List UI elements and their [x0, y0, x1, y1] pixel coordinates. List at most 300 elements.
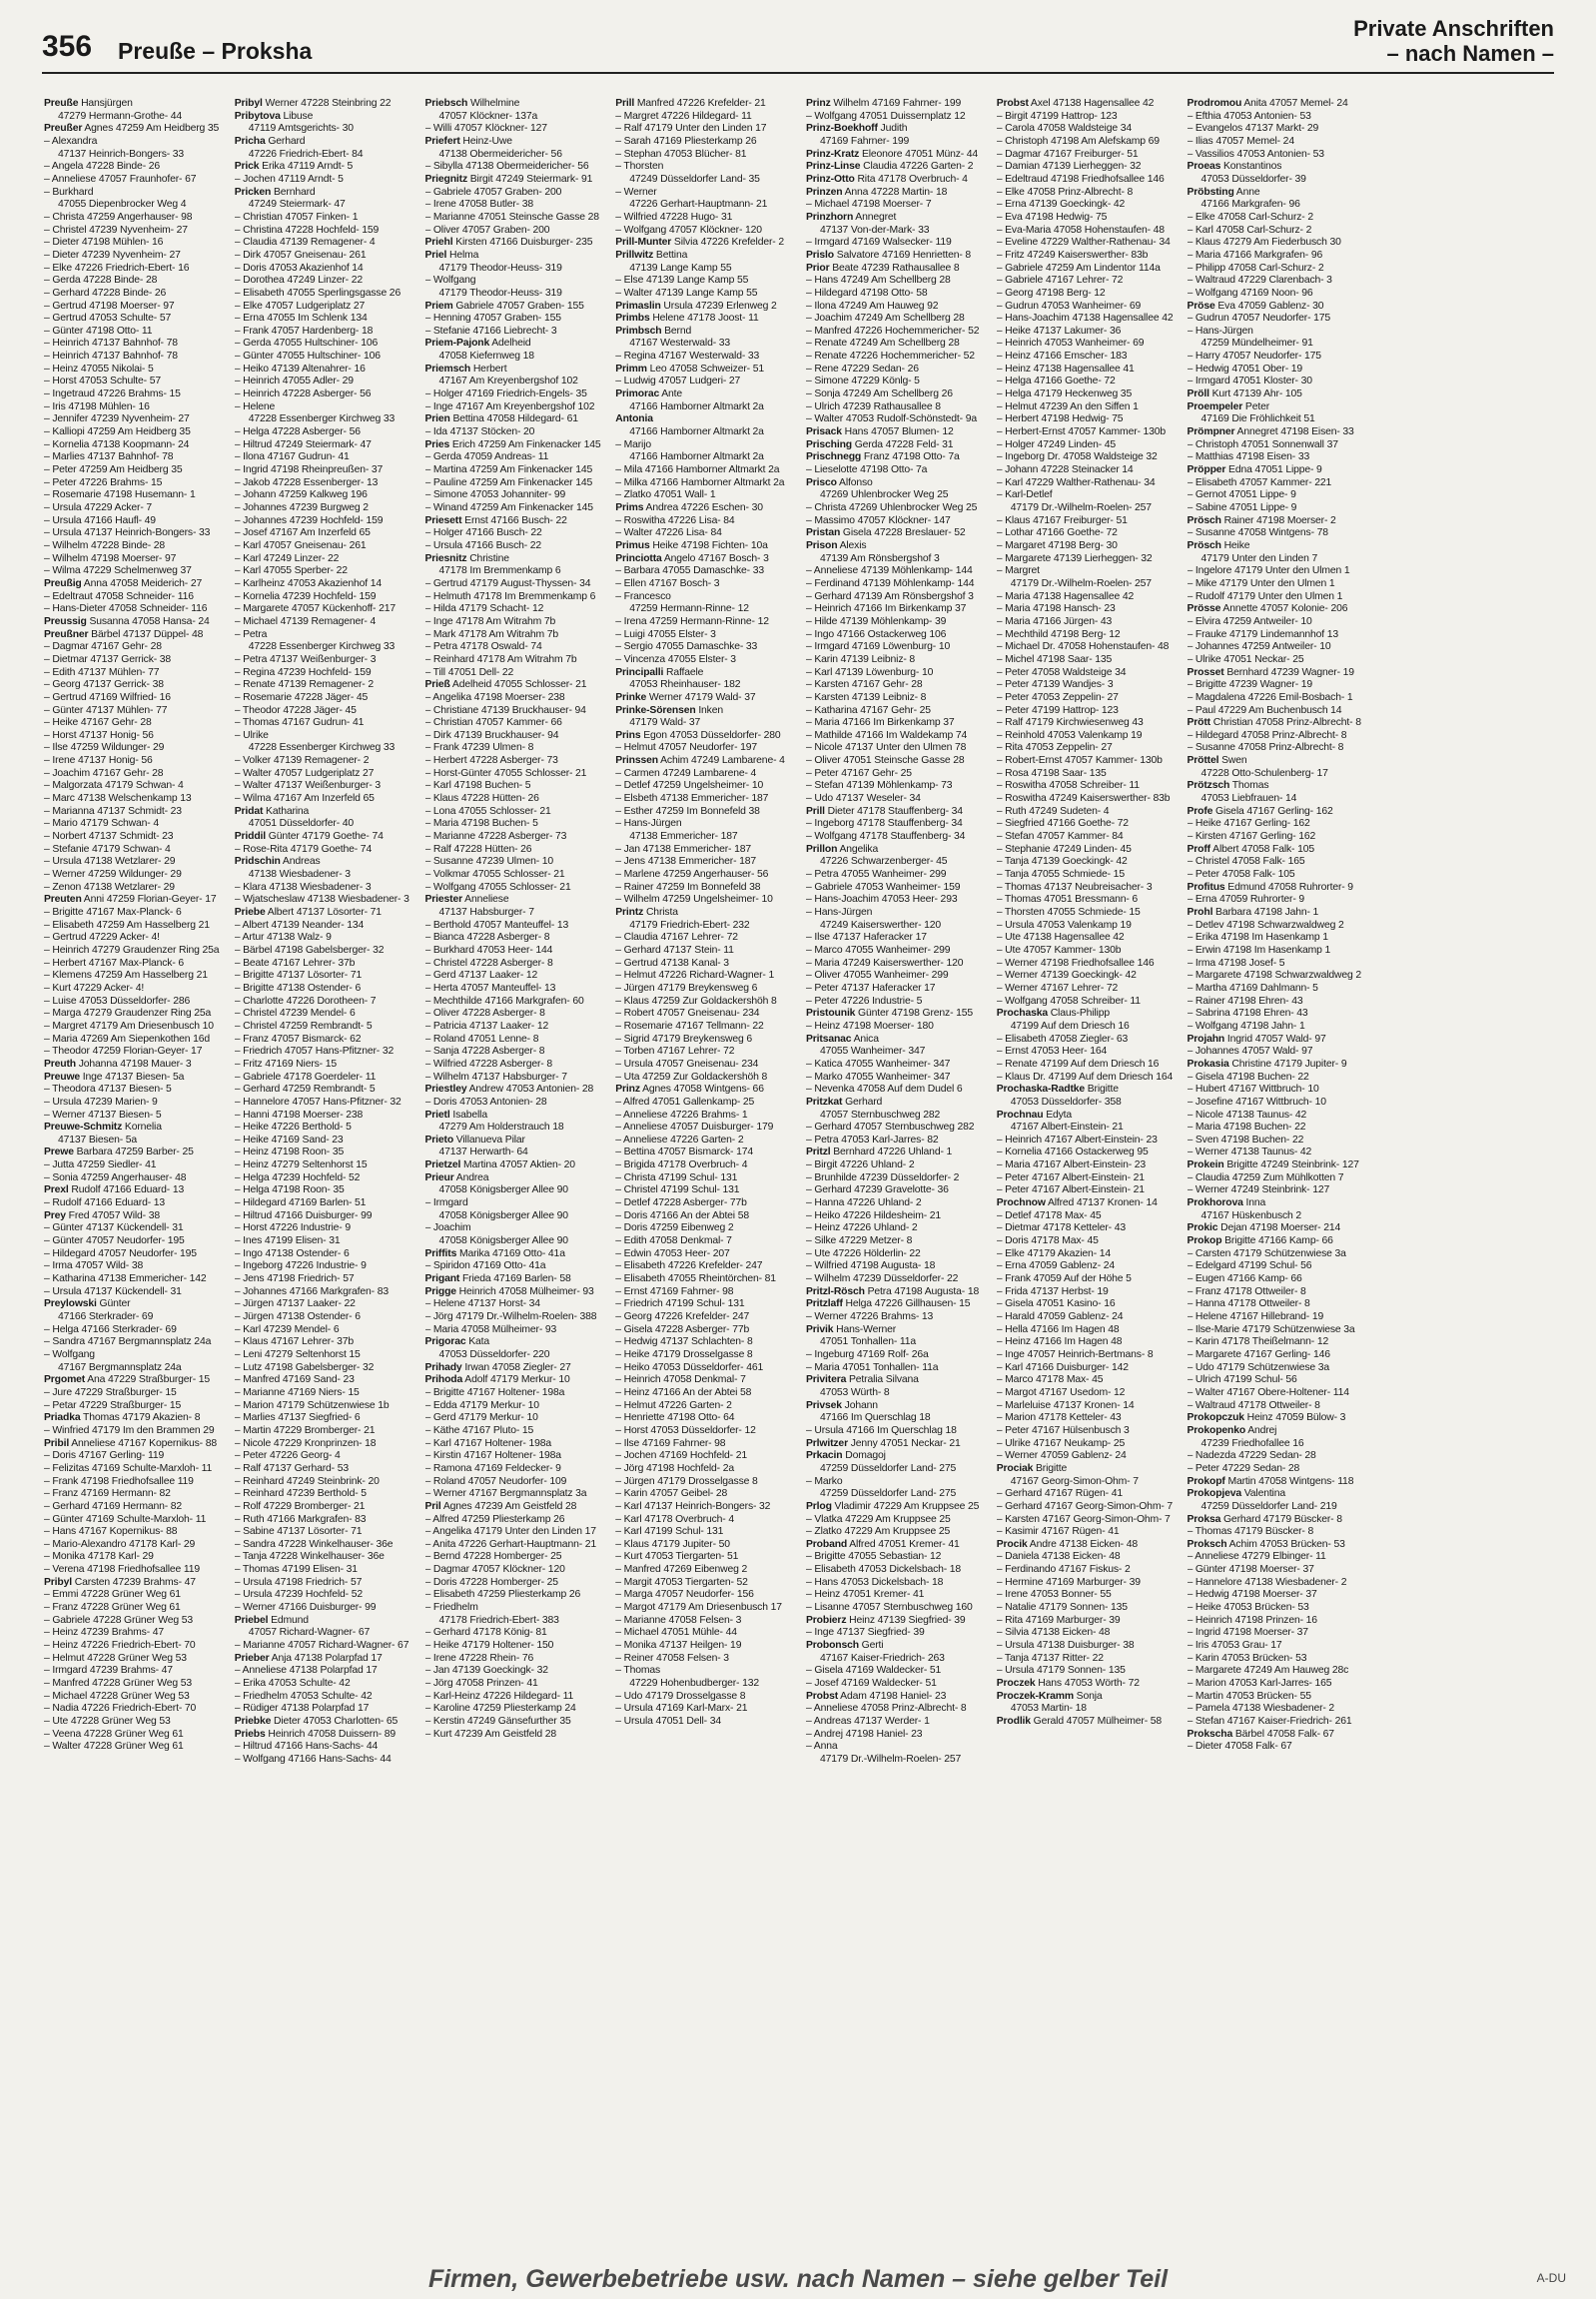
directory-entry: 47259 Düsseldorfer Land- 275	[820, 1488, 957, 1500]
directory-entry: Probonsch Gerti	[806, 1640, 884, 1652]
directory-entry: – Detlev 47198 Schwarzwaldweg 2	[1187, 919, 1344, 931]
directory-entry: – Hans-Jürgen	[615, 818, 682, 830]
directory-entry: Prischnegg Franz 47198 Otto- 7a	[806, 451, 960, 463]
directory-entry: – Edeltraud 47198 Friedhofsallee 146	[996, 173, 1165, 185]
directory-entry: Priffits Marika 47169 Otto- 41a	[424, 1247, 565, 1259]
directory-entry: – Barbara 47055 Damaschke- 33	[615, 565, 764, 577]
directory-entry: – Heinz 47051 Kremer- 41	[806, 1589, 925, 1601]
directory-entry: 47053 Martin- 18	[1010, 1703, 1087, 1715]
directory-entry: – Sabrina 47198 Ehren- 43	[1187, 1008, 1308, 1020]
surname: Preuße	[44, 98, 79, 109]
directory-entry: – Marianne 47169 Niers- 15	[234, 1386, 360, 1398]
directory-entry: – Hildegard 47057 Neudorfer- 195	[44, 1247, 197, 1259]
directory-entry: Prokop Brigitte 47166 Kamp- 66	[1187, 1235, 1333, 1247]
directory-entry: Pröbsting Anne	[1187, 186, 1260, 198]
directory-entry: – Marlene 47259 Angerhauser- 56	[615, 869, 769, 881]
directory-entry: – Heinz 47226 Uhland- 2	[806, 1222, 918, 1234]
surname: Priffits	[424, 1247, 457, 1259]
surname: Priem-Pajonk	[424, 338, 490, 350]
directory-entry: – Rainer 47198 Ehren- 43	[1187, 995, 1303, 1007]
surname: Prislo	[806, 249, 834, 261]
directory-entry: – Ferdinando 47167 Fiskus- 2	[996, 1564, 1131, 1576]
directory-entry: Pritzkat Gerhard	[806, 1096, 883, 1108]
directory-entry: Preuth Johanna 47198 Mauer- 3	[44, 1058, 192, 1070]
directory-entry: 47137 Von-der-Mark- 33	[820, 224, 930, 236]
directory-entry: – Wolfgang 47198 Jahn- 1	[1187, 1020, 1305, 1032]
directory-entry: – Nadia 47226 Friedrich-Ebert- 70	[44, 1703, 197, 1715]
directory-entry: – Renate 47139 Remagener- 2	[234, 679, 374, 691]
surname: Prötzsch	[1187, 780, 1230, 792]
directory-entry: – Ursula 47179 Sonnen- 135	[996, 1665, 1126, 1677]
directory-entry: – Heiko 47139 Altenahrer- 16	[234, 363, 366, 375]
directory-entry: Pritzl-Rösch Petra 47198 Augusta- 18	[806, 1285, 980, 1297]
directory-entry: – Gerhard 47259 Rembrandt- 5	[234, 1084, 376, 1096]
directory-entry: – Oliver 47228 Asberger- 8	[424, 1008, 545, 1020]
directory-entry: – Inge 47167 Am Kreyenbergshof 102	[424, 400, 595, 412]
directory-entry: – Ralf 47137 Gerhard- 53	[234, 1462, 349, 1474]
surname: Prgomet	[44, 1374, 86, 1386]
directory-entry: – Birgit 47199 Hattrop- 123	[996, 110, 1118, 122]
directory-entry: Prohl Barbara 47198 Jahn- 1	[1187, 907, 1319, 918]
directory-entry: – Harry 47057 Neudorfer- 175	[1187, 351, 1321, 363]
directory-entry: – Brigitte 47167 Holtener- 198a	[424, 1386, 565, 1398]
directory-entry: Prill Manfred 47226 Krefelder- 21	[615, 98, 766, 109]
directory-entry: – Marleluise 47137 Kronen- 14	[996, 1399, 1135, 1411]
directory-entry: – Heinz 47138 Hagensallee 41	[996, 363, 1135, 375]
directory-entry: – Marion 47053 Karl-Jarres- 165	[1187, 1678, 1332, 1690]
directory-entry: – Günter 47198 Moerser- 37	[1187, 1564, 1314, 1576]
directory-entry: – Hildegard 47198 Otto- 58	[806, 287, 928, 299]
directory-entry: – Stefan 47167 Kaiser-Friedrich- 261	[1187, 1716, 1352, 1727]
directory-entry: – Karl 47199 Schul- 131	[615, 1526, 724, 1538]
directory-entry: – Eva 47198 Hedwig- 75	[996, 211, 1108, 223]
directory-entry: – Ursula 47166 Haufl- 49	[44, 514, 156, 526]
directory-entry: – Martin 47053 Brücken- 55	[1187, 1690, 1311, 1702]
directory-entry: – Gernot 47051 Lippe- 9	[1187, 489, 1296, 501]
surname: Preuwe-Schmitz	[44, 1122, 123, 1134]
surname: Primorac	[615, 388, 660, 400]
directory-entry: – Peter 47226 Industrie- 5	[806, 995, 923, 1007]
directory-entry: – Wolfgang 47057 Klöckner- 120	[615, 224, 762, 236]
directory-entry: – Elsbeth 47138 Emmericher- 187	[615, 793, 769, 805]
directory-entry: – Helmut 47226 Richard-Wagner- 1	[615, 970, 775, 982]
directory-entry: Priel Helma	[424, 249, 479, 261]
directory-entry: – Margit 47053 Tiergarten- 52	[615, 1576, 748, 1588]
directory-entry: Primus Heike 47198 Fichten- 10a	[615, 539, 768, 551]
directory-entry: – Elke 47058 Prinz-Albrecht- 8	[996, 186, 1134, 198]
directory-entry: – Edda 47179 Merkur- 10	[424, 1399, 539, 1411]
surname: Privitera	[806, 1374, 847, 1386]
directory-entry: – Mario-Alexandro 47178 Karl- 29	[44, 1538, 196, 1550]
directory-entry: – Norbert 47137 Schmidt- 23	[44, 831, 174, 843]
directory-entry: – Albert 47139 Neander- 134	[234, 919, 365, 931]
directory-entry: – Vassilios 47053 Antonien- 53	[1187, 148, 1324, 160]
directory-entry: – Gabriele 47228 Grüner Weg 53	[44, 1614, 193, 1626]
directory-entry: 47179 Dr.-Wilhelm-Roelen- 257	[1010, 577, 1152, 589]
directory-entry: – Efthia 47053 Antonien- 53	[1187, 110, 1311, 122]
directory-entry: – Horst 47226 Industrie- 9	[234, 1222, 351, 1234]
directory-entry: – Horst 47053 Schulte- 57	[44, 376, 161, 387]
directory-entry: – Walter 47053 Rudolf-Schönstedt- 9a	[806, 413, 977, 425]
directory-entry: – Margot 47179 Am Driesenbusch 17	[615, 1602, 782, 1614]
directory-entry: – Georg 47198 Berg- 12	[996, 287, 1106, 299]
directory-entry: Prokopjeva Valentina	[1187, 1488, 1285, 1500]
directory-entry: Pröpper Edna 47051 Lippe- 9	[1187, 464, 1322, 476]
directory-entry: Prihoda Adolf 47179 Merkur- 10	[424, 1374, 570, 1386]
directory-entry: – Elvira 47259 Antweiler- 10	[1187, 615, 1312, 627]
directory-entry: – Ursula 47239 Marien- 9	[44, 1096, 158, 1108]
directory-entry: – Ludwig 47057 Ludgeri- 27	[615, 376, 741, 387]
directory-entry: – Erna 47139 Goeckingk- 42	[996, 199, 1126, 211]
directory-entry: Prill-Munter Silvia 47226 Krefelder- 2	[615, 237, 784, 249]
directory-entry: – Marion 47178 Ketteler- 43	[996, 1412, 1122, 1424]
directory-entry: Prkacin Domagoj	[806, 1450, 886, 1462]
directory-entry: – Marianna 47137 Schmidt- 23	[44, 805, 182, 817]
directory-entry: – Christiane 47139 Bruckhauser- 94	[424, 704, 586, 716]
directory-entry: – Anita 47226 Gerhart-Hauptmann- 21	[424, 1538, 597, 1550]
directory-entry: – Ingo 47166 Ostackerweg 106	[806, 628, 947, 640]
directory-entry: – Kornelia 47166 Ostackerweg 95	[996, 1147, 1149, 1158]
directory-entry: Prins Egon 47053 Düsseldorfer- 280	[615, 729, 781, 741]
directory-entry: 47167 Georg-Simon-Ohm- 7	[1010, 1475, 1139, 1487]
directory-entry: – Gerd 47137 Laaker- 12	[424, 970, 538, 982]
directory-entry: – Irmgard 47051 Kloster- 30	[1187, 376, 1312, 387]
directory-entry: – Karin 47178 Theißelmann- 12	[1187, 1336, 1329, 1348]
directory-entry: Prochnow Alfred 47137 Kronen- 14	[996, 1197, 1158, 1209]
surname: Prlog	[806, 1500, 832, 1512]
directory-entry: – Magdalena 47226 Emil-Bosbach- 1	[1187, 691, 1353, 703]
surname: Prischnegg	[806, 451, 862, 463]
directory-entry: 47179 Dr.-Wilhelm-Roelen- 257	[1010, 502, 1152, 513]
directory-entry: – Petra 47137 Weißenburger- 3	[234, 653, 377, 665]
directory-entry: – Mathilde 47166 Im Waldekamp 74	[806, 729, 968, 741]
directory-entry: 47139 Am Rönsbergshof 3	[820, 552, 940, 564]
footer-code: A-DU	[1536, 2271, 1566, 2285]
directory-entry: – Jan 47139 Goeckingk- 32	[424, 1665, 548, 1677]
directory-entry: – Gerhard 47167 Rügen- 41	[996, 1488, 1123, 1500]
directory-entry: Prinz Agnes 47058 Wintgens- 66	[615, 1084, 764, 1096]
directory-entry: Prosset Bernhard 47239 Wagner- 19	[1187, 666, 1354, 678]
directory-entry: – Dagmar 47167 Freiburger- 51	[996, 148, 1139, 160]
directory-entry: – Dagmar 47167 Gehr- 28	[44, 641, 162, 653]
directory-entry: – Ingrid 47198 Moerser- 37	[1187, 1627, 1308, 1639]
directory-entry: – Irene 47053 Bonner- 55	[996, 1589, 1112, 1601]
directory-entry: – Marco 47178 Max- 45	[996, 1374, 1104, 1386]
directory-entry: – Esther 47259 Im Bonnefeld 38	[615, 805, 760, 817]
directory-entry: – Detlef 47259 Ungelsheimer- 10	[615, 780, 764, 792]
surname: Priehl	[424, 237, 453, 249]
directory-entry: – Hiltrud 47166 Duisburger- 99	[234, 1209, 373, 1221]
directory-entry: – Brunhilde 47239 Düsseldorfer- 2	[806, 1171, 960, 1183]
directory-entry: – Bärbel 47198 Gabelsberger- 32	[234, 944, 385, 956]
directory-entry: – Heike 47179 Drosselgasse 8	[615, 1348, 753, 1360]
directory-entry: Prochnau Edyta	[996, 1109, 1073, 1121]
directory-entry: – Ramona 47169 Feldecker- 9	[424, 1462, 561, 1474]
directory-entry: – Iris 47053 Grau- 17	[1187, 1640, 1282, 1652]
directory-entry: – Karsten 47167 Georg-Simon-Ohm- 7	[996, 1513, 1171, 1525]
directory-entry: – Walter 47057 Ludgeriplatz 27	[234, 767, 375, 779]
directory-entry: 47167 Westerwald- 33	[629, 338, 731, 350]
directory-entry: – Heinz 47055 Nikolai- 5	[44, 363, 154, 375]
directory-entry: – Petra	[234, 628, 268, 640]
section-title-line-2: – nach Namen –	[1386, 41, 1554, 66]
directory-entry: – Ilse 47137 Haferacker 17	[806, 932, 927, 944]
directory-entry: Proczek-Kramm Sonja	[996, 1690, 1103, 1702]
surname: Proczek-Kramm	[996, 1690, 1074, 1702]
directory-entry: – Stephanie 47249 Linden- 45	[996, 843, 1132, 855]
directory-entry: – Roswitha 47058 Schreiber- 11	[996, 780, 1140, 792]
surname: Priebel	[234, 1614, 269, 1626]
directory-entry: – Anneliese 47139 Möhlenkamp- 144	[806, 565, 973, 577]
directory-entry: – Gabriele 47057 Graben- 200	[424, 186, 562, 198]
directory-entry: Proksch Achim 47053 Brücken- 53	[1187, 1538, 1345, 1550]
directory-entry: – Ruth 47249 Sudeten- 4	[996, 805, 1110, 817]
directory-entry: – Dorothea 47249 Linzer- 22	[234, 275, 363, 287]
directory-entry: – Gerhard 47228 Binde- 26	[44, 287, 167, 299]
directory-entry: – Bernd 47228 Homberger- 25	[424, 1551, 562, 1563]
directory-entry: – Kasimir 47167 Rügen- 41	[996, 1526, 1120, 1538]
directory-entry: Prinzhorn Annegret	[806, 211, 897, 223]
directory-entry: – Günter 47137 Kückendell- 31	[44, 1222, 184, 1234]
directory-entry: 47249 Steiermark- 47	[248, 199, 346, 211]
directory-entry: – Hildegard 47169 Barlen- 51	[234, 1197, 367, 1209]
directory-entry: – Heinrich 47055 Adler- 29	[234, 376, 354, 387]
directory-entry: – Jure 47229 Straßburger- 15	[44, 1386, 177, 1398]
directory-entry: – Maria 47166 Jürgen- 43	[996, 615, 1113, 627]
directory-entry: – Edelgard 47199 Schul- 56	[1187, 1260, 1312, 1272]
surname: Probst	[806, 1690, 839, 1702]
surname: Prietzel	[424, 1159, 461, 1171]
directory-entry: – Peter 47167 Albert-Einstein- 21	[996, 1184, 1145, 1196]
directory-entry: – Anneliese 47279 Elbinger- 11	[1187, 1551, 1326, 1563]
surname: Prinzhorn	[806, 211, 854, 223]
directory-entry: Prison Alexis	[806, 539, 867, 551]
surname: Prött	[1187, 717, 1210, 729]
surname: Prigge	[424, 1285, 456, 1297]
surname: Prösch	[1187, 514, 1221, 526]
directory-entry: – Claudia 47259 Zum Mühlkotten 7	[1187, 1171, 1344, 1183]
directory-entry: – Helga 47198 Roon- 35	[234, 1184, 345, 1196]
directory-entry: – Angelika 47179 Unter den Linden 17	[424, 1526, 596, 1538]
directory-entry: – Johannes 47166 Markgrafen- 83	[234, 1285, 389, 1297]
directory-entry: – Dagmar 47057 Klöckner- 120	[424, 1564, 565, 1576]
directory-entry: Priefert Heinz-Uwe	[424, 135, 512, 147]
directory-entry: – Jens 47138 Emmericher- 187	[615, 856, 757, 868]
directory-entry: Preußer Agnes 47259 Am Heidberg 35	[44, 123, 220, 135]
directory-entry: – Jörg 47198 Hochfeld- 2a	[615, 1462, 734, 1474]
surname: Prihady	[424, 1361, 462, 1373]
directory-entry: – Martha 47169 Dahlmann- 5	[1187, 982, 1318, 994]
directory-entry: – Simone 47229 Könlg- 5	[806, 376, 920, 387]
surname: Prien	[424, 413, 450, 425]
directory-entry: – Maria 47198 Buchen- 22	[1187, 1122, 1306, 1134]
directory-entry: – Leni 47279 Seltenhorst 15	[234, 1348, 361, 1360]
directory-entry: – Marianne 47051 Steinsche Gasse 28	[424, 211, 599, 223]
surname: Preylowski	[44, 1298, 97, 1310]
directory-entry: – Heinz 47226 Friedrich-Ebert- 70	[44, 1640, 196, 1652]
directory-entry: – Werner	[615, 186, 657, 198]
directory-entry: – Oliver 47051 Steinsche Gasse 28	[806, 755, 965, 767]
directory-entry: – Walter 47137 Weißenburger- 3	[234, 780, 381, 792]
directory-entry: – Maria 47167 Albert-Einstein- 23	[996, 1159, 1147, 1171]
directory-entry: – Christina 47228 Hochfeld- 159	[234, 224, 380, 236]
directory-entry: Prihady Irwan 47058 Ziegler- 27	[424, 1361, 571, 1373]
surname: Primaslin	[615, 300, 661, 312]
directory-entry: – Kornelia 47239 Hochfeld- 159	[234, 590, 377, 602]
directory-entry: – Anneliese 47138 Polarpfad 17	[234, 1665, 378, 1677]
section-title	[1353, 16, 1554, 66]
directory-entry: Prlwitzer Jenny 47051 Neckar- 21	[806, 1437, 961, 1449]
directory-entry: – Käthe 47167 Pluto- 15	[424, 1424, 534, 1436]
surname: Prokopf	[1187, 1475, 1225, 1487]
directory-entry: – Renate 47226 Hochemmericher- 52	[806, 351, 975, 363]
directory-entry: – Joachim	[424, 1222, 471, 1234]
directory-entry: – Petra 47055 Wanheimer- 299	[806, 869, 947, 881]
directory-entry: Prociak Brigitte	[996, 1462, 1068, 1474]
directory-entry: Prieto Villanueva Pilar	[424, 1134, 525, 1146]
surname: Proff	[1187, 843, 1210, 855]
directory-entry: – Ingeburg 47169 Rolf- 26a	[806, 1348, 929, 1360]
directory-entry: – Manfred 47226 Hochemmericher- 52	[806, 325, 980, 337]
directory-entry: – Helmut 47239 An den Siffen 1	[996, 400, 1139, 412]
surname: Priesett	[424, 514, 462, 526]
directory-entry: Probst Axel 47138 Hagensallee 42	[996, 98, 1155, 109]
directory-entry: – Michael 47228 Grüner Weg 53	[44, 1690, 190, 1702]
directory-entry: – Werner 47259 Wildunger- 29	[44, 869, 182, 881]
directory-entry: – Vlatka 47229 Am Kruppsee 25	[806, 1513, 951, 1525]
directory-entry: – Dietmar 47178 Ketteler- 43	[996, 1222, 1126, 1234]
directory-entry: – Elisabeth 47226 Krefelder- 247	[615, 1260, 763, 1272]
directory-entry: – Hilde 47139 Möhlenkamp- 39	[806, 615, 947, 627]
directory-entry: – Philipp 47058 Carl-Schurz- 2	[1187, 262, 1324, 274]
directory-entry: – Alfred 47051 Gallenkamp- 25	[615, 1096, 755, 1108]
directory-entry	[615, 413, 794, 426]
directory-entry: 47057 Sternbuschweg 282	[820, 1109, 941, 1121]
directory-entry: – Elke 47226 Friedrich-Ebert- 16	[44, 262, 190, 274]
directory-entry: – Ellen 47167 Bosch- 3	[615, 577, 720, 589]
directory-entry: Prieß Adelheid 47055 Schlosser- 21	[424, 679, 587, 691]
directory-entry: – Ursula 47239 Hochfeld- 52	[234, 1589, 363, 1601]
directory-entry: – Ulrike 47167 Neukamp- 25	[996, 1437, 1126, 1449]
directory-entry: – Ursula 47166 Im Querschlag 18	[806, 1424, 957, 1436]
directory-entry: – Gerda 47059 Andreas- 11	[424, 451, 549, 463]
directory-entry: – Michael 47051 Mühle- 44	[615, 1627, 737, 1639]
surname: Pristounik	[806, 1008, 856, 1020]
directory-entry: Prigorac Kata	[424, 1336, 489, 1348]
directory-entry: – Heinz 47239 Brahms- 47	[44, 1627, 165, 1639]
directory-entry: – Angela 47228 Binde- 26	[44, 161, 160, 173]
directory-entry: – Milka 47166 Hamborner Altmarkt 2a	[615, 476, 785, 488]
directory-entry: – Josefine 47167 Wittbruch- 10	[1187, 1096, 1326, 1108]
surname: Pricken	[234, 186, 272, 198]
directory-entry: – Friedrich 47199 Schul- 131	[615, 1298, 745, 1310]
directory-entry: – Reinhard 47239 Berthold- 5	[234, 1488, 367, 1500]
footer-notice: Firmen, Gewerbebetriebe usw. nach Namen – siehe gelber Teil	[427, 2265, 1169, 2293]
directory-entry: – Kurt 47239 Am Geistfeld 28	[424, 1728, 557, 1740]
directory-entry: Pröse Eva 47059 Gablenz- 30	[1187, 300, 1324, 312]
directory-entry: – Maria 47198 Buchen- 5	[424, 818, 538, 830]
directory-entry: Profitus Edmund 47058 Ruhrorter- 9	[1187, 881, 1353, 893]
directory-entry: Prisack Hans 47057 Blumen- 12	[806, 426, 954, 438]
directory-entry: – Elke 47058 Carl-Schurz- 2	[1187, 211, 1313, 223]
directory-entry: Prinke Werner 47179 Wald- 37	[615, 691, 756, 703]
directory-entry: – Silvia 47138 Eicken- 48	[996, 1627, 1111, 1639]
directory-entry: Priebel Edmund	[234, 1614, 309, 1626]
directory-entry: – Irene 47137 Honig- 56	[44, 755, 153, 767]
directory-entry: – Ilona 47167 Gudrun- 41	[234, 451, 350, 463]
surname: Procik	[996, 1538, 1028, 1550]
surname: Priester	[424, 894, 463, 906]
directory-entry: – Mila 47166 Hamborner Altmarkt 2a	[615, 464, 780, 476]
directory-entry: – Wolfgang 47169 Noon- 96	[1187, 287, 1313, 299]
directory-entry: – Ingo 47138 Ostender- 6	[234, 1247, 350, 1259]
directory-entry: – Sven 47198 Buchen- 22	[1187, 1134, 1304, 1146]
surname: Prisco	[806, 476, 837, 488]
directory-entry: Prinssen Achim 47249 Lambarene- 4	[615, 755, 785, 767]
directory-entry: – Ingetraud 47226 Brahms- 15	[44, 388, 181, 400]
surname: Pribytova	[234, 110, 281, 122]
directory-entry: – Eva-Maria 47058 Hohenstaufen- 48	[996, 224, 1165, 236]
directory-entry: 47226 Friedrich-Ebert- 84	[248, 148, 364, 160]
surname: Proempeler	[1187, 400, 1243, 412]
directory-entry: – Franz 47228 Grüner Weg 61	[44, 1602, 181, 1614]
directory-entry: – Hans-Joachim 47053 Heer- 293	[806, 894, 958, 906]
directory-entry: – Spiridon 47169 Otto- 41a	[424, 1260, 546, 1272]
directory-entry: – Rene 47229 Sedan- 26	[806, 363, 919, 375]
directory-entry: 47259 Düsseldorfer Land- 275	[820, 1462, 957, 1474]
directory-entry: – Horst-Günter 47055 Schlosser- 21	[424, 767, 587, 779]
directory-entry: – Heinz 47279 Seltenhorst 15	[234, 1159, 368, 1171]
surname: Priadka	[44, 1412, 81, 1424]
surname: Prokopczuk	[1187, 1412, 1244, 1424]
directory-entry: – Irene 47228 Rhein- 76	[424, 1652, 534, 1664]
directory-entry: – Reinhard 47249 Steinbrink- 20	[234, 1475, 380, 1487]
directory-entry: Prött Christian 47058 Prinz-Albrecht- 8	[1187, 717, 1361, 729]
directory-entry: – Heinrich 47058 Denkmal- 7	[615, 1374, 746, 1386]
surname: Prison	[806, 539, 838, 551]
directory-entry: – Martina 47259 Am Finkenacker 145	[424, 464, 593, 476]
directory-entry: Primbs Helene 47178 Joost- 11	[615, 313, 759, 325]
directory-entry: – Kerstin 47249 Gänsefurther 35	[424, 1716, 571, 1727]
directory-entry: – Johannes 47239 Burgweg 2	[234, 502, 369, 513]
directory-entry: – Regina 47167 Westerwald- 33	[615, 351, 760, 363]
directory-entry: 47169 Die Fröhlichkeit 51	[1200, 413, 1315, 425]
directory-entry: Prodromou Anita 47057 Memel- 24	[1187, 98, 1348, 109]
directory-entry: – Frank 47057 Hardenberg- 18	[234, 325, 374, 337]
directory-entry: – Rainer 47259 Im Bonnefeld 38	[615, 881, 761, 893]
surname: Prochnow	[996, 1197, 1046, 1209]
surname: Prömpner	[1187, 426, 1235, 438]
surname: Priestley	[424, 1084, 467, 1096]
directory-entry: 47179 Dr.-Wilhelm-Roelen- 257	[820, 1753, 962, 1765]
directory-entry: – Brigitte 47055 Sebastian- 12	[806, 1551, 942, 1563]
directory-entry: 47228 Otto-Schulenberg- 17	[1200, 767, 1328, 779]
directory-entry: – Tanja 47139 Goeckingk- 42	[996, 856, 1128, 868]
directory-entry: – Ulrike 47051 Neckar- 25	[1187, 653, 1304, 665]
directory-entry: Prisco Alfonso	[806, 476, 873, 488]
surname: Proksch	[1187, 1538, 1227, 1550]
directory-entry: Priadka Thomas 47179 Akazien- 8	[44, 1412, 201, 1424]
surname: Pribyl	[44, 1576, 72, 1588]
directory-entry: 47167 Hüskenbusch 2	[1200, 1209, 1302, 1221]
directory-entry: – Thorsten 47055 Schmiede- 15	[996, 907, 1141, 918]
directory-entry: Prgomet Ana 47229 Straßburger- 15	[44, 1374, 211, 1386]
surname: Pritzlaff	[806, 1298, 843, 1310]
directory-entry: – Peter 47199 Hattrop- 123	[996, 704, 1119, 716]
directory-entry: – Margarete 47057 Kückenhoff- 217	[234, 603, 396, 615]
directory-entry: 47053 Würth- 8	[820, 1386, 890, 1398]
directory-entry: – Kornelia 47138 Koopmann- 24	[44, 438, 190, 450]
